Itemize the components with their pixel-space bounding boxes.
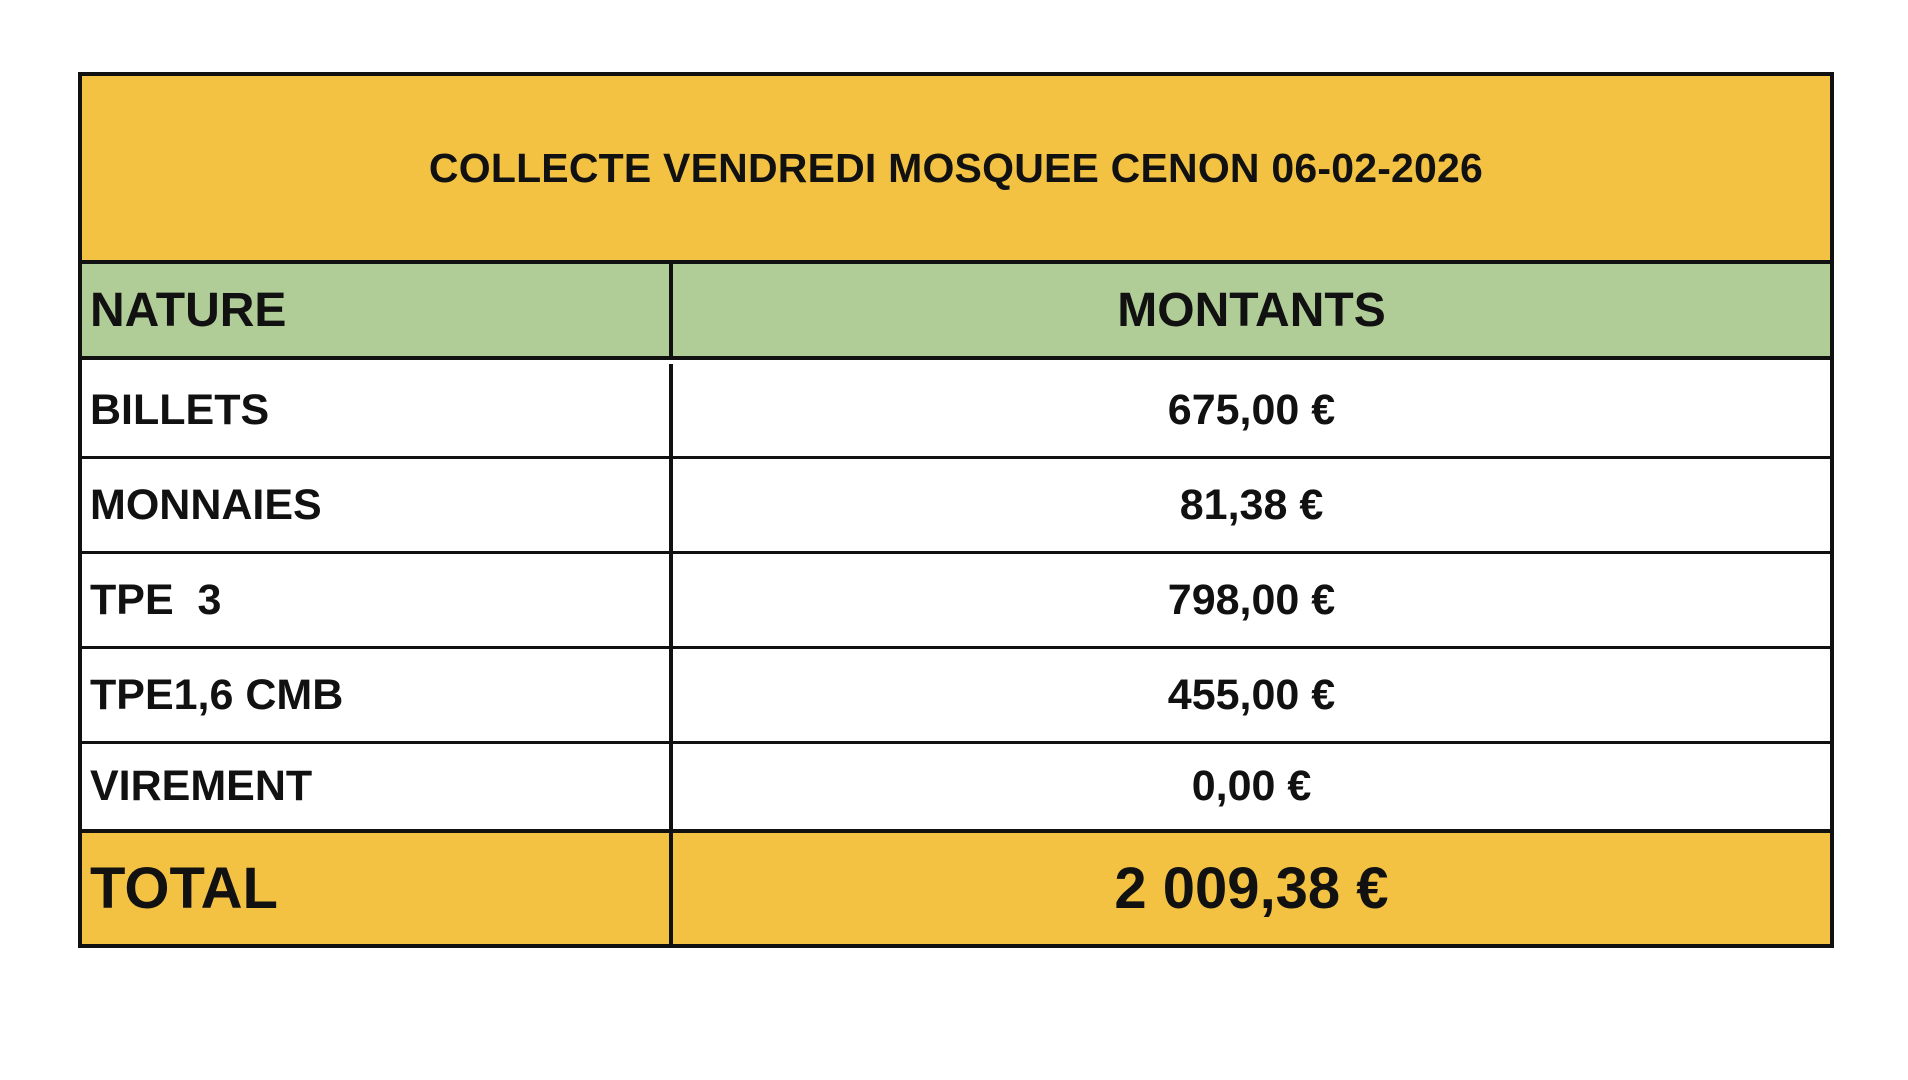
row-montant: 0,00 €	[1191, 762, 1312, 810]
collection-table	[78, 72, 1834, 948]
header-montants: MONTANTS	[1117, 283, 1386, 337]
table-row	[82, 459, 1830, 554]
row-nature: BILLETS	[82, 364, 673, 456]
table-row	[82, 744, 1830, 833]
row-nature: VIREMENT	[82, 744, 673, 829]
row-montant: 455,00 €	[1167, 670, 1336, 719]
header-row	[82, 264, 1830, 360]
total-label: TOTAL	[82, 833, 673, 944]
table-row	[82, 649, 1830, 744]
header-nature: NATURE	[82, 264, 673, 356]
row-nature: MONNAIES	[82, 459, 673, 551]
table-row	[82, 554, 1830, 649]
row-nature: TPE1,6 CMB	[82, 649, 673, 741]
table-title-row	[82, 76, 1830, 264]
row-montant: 81,38 €	[1179, 480, 1324, 529]
table-title: COLLECTE VENDREDI MOSQUEE CENON 06-02-2026	[428, 144, 1484, 191]
table-row	[82, 364, 1830, 459]
total-amount: 2 009,38 €	[1114, 856, 1389, 921]
row-nature: TPE 3	[82, 554, 673, 646]
row-montant: 798,00 €	[1167, 575, 1336, 624]
row-montant: 675,00 €	[1167, 385, 1336, 434]
total-row	[82, 833, 1830, 944]
